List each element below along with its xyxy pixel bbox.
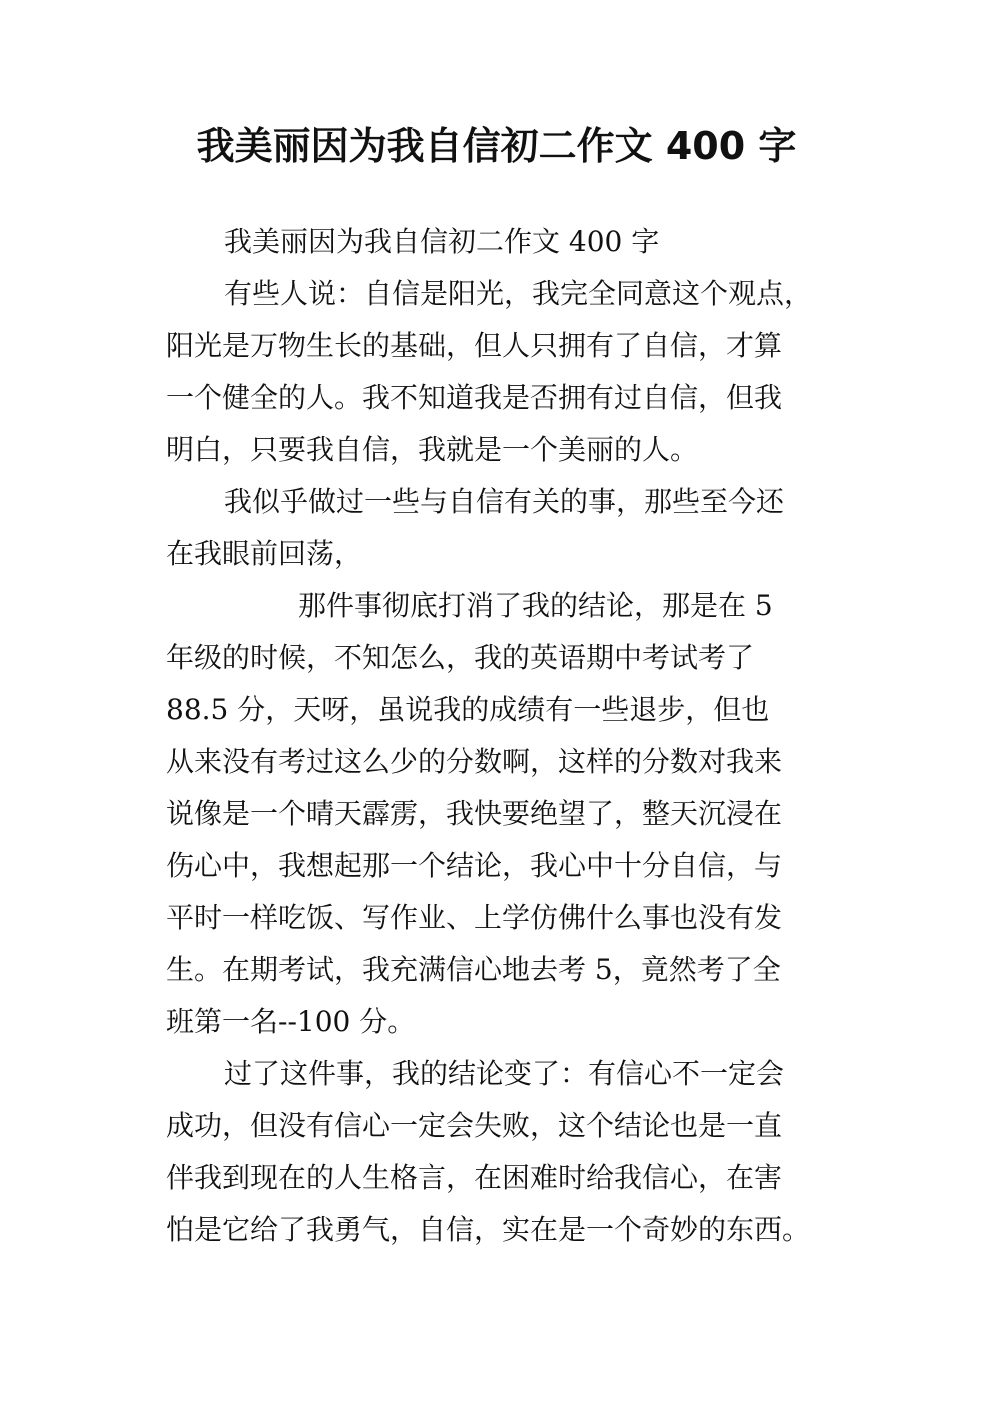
text-line: 明白，只要我自信，我就是一个美丽的人。 — [166, 433, 699, 466]
text-line: 一个健全的人。我不知道我是否拥有过自信，但我 — [166, 381, 783, 414]
text-line: 班第一名--100 分。 — [166, 1005, 416, 1038]
document-body — [166, 216, 846, 1256]
document-title: 我美丽因为我自信初二作文 400 字 — [196, 124, 797, 168]
text-line: 阳光是万物生长的基础，但人只拥有了自信，才算 — [166, 329, 783, 362]
text-line: 伴我到现在的人生格言，在困难时给我信心，在害 — [166, 1161, 783, 1194]
text-line: 年级的时候，不知怎么，我的英语期中考试考了 — [166, 641, 755, 674]
text-line: 有些人说：自信是阳光，我完全同意这个观点， — [224, 277, 813, 310]
text-line: 我美丽因为我自信初二作文 400 字 — [224, 225, 660, 258]
text-line: 成功，但没有信心一定会失败，这个结论也是一直 — [166, 1109, 783, 1142]
text-line: 怕是它给了我勇气，自信，实在是一个奇妙的东西。 — [166, 1213, 811, 1246]
text-line: 在我眼前回荡， — [166, 537, 363, 570]
text-line: 88.5 分，天呀，虽说我的成绩有一些退步，但也 — [166, 693, 770, 726]
text-line: 平时一样吃饭、写作业、上学仿佛什么事也没有发 — [166, 901, 783, 934]
text-line: 过了这件事，我的结论变了：有信心不一定会 — [224, 1057, 785, 1090]
text-line: 说像是一个晴天霹雳，我快要绝望了，整天沉浸在 — [166, 797, 783, 830]
text-line: 伤心中，我想起那一个结论，我心中十分自信，与 — [166, 849, 783, 882]
text-line: 生。在期考试，我充满信心地去考 5，竟然考了全 — [166, 953, 781, 986]
text-line: 我似乎做过一些与自信有关的事，那些至今还 — [224, 485, 785, 518]
text-line: 那件事彻底打消了我的结论，那是在 5 — [298, 589, 773, 622]
text-line: 从来没有考过这么少的分数啊，这样的分数对我来 — [166, 745, 783, 778]
